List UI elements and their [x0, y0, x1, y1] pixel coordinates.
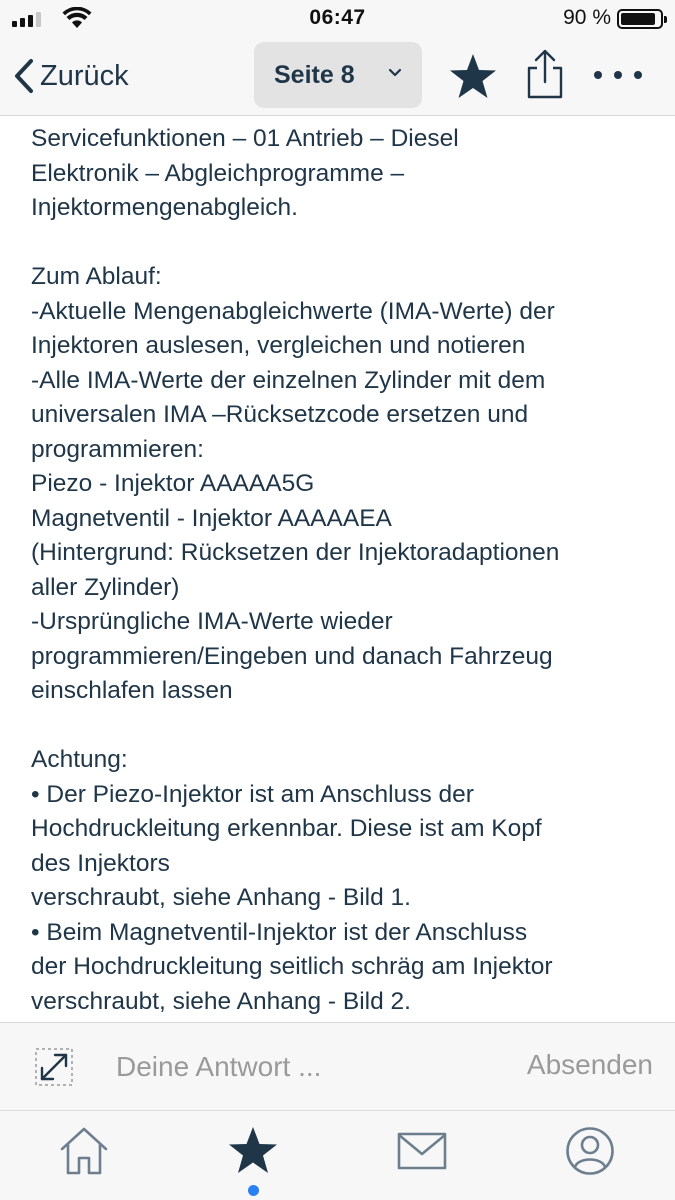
- tab-profile[interactable]: [558, 1125, 622, 1189]
- more-icon[interactable]: [594, 60, 642, 90]
- more-dot: [634, 71, 642, 79]
- message-body: Servicefunktionen – 01 Antrieb – Diesel Elektronik – Abgleichprogramme – Injektormengenabgleich. Zum Ablauf: -Aktuelle Mengenabgleichwerte (IMA-Werte) der Injektoren auslesen, vergleichen und notieren -Alle IMA-Werte der einzelnen Zylinder mit dem universalen IMA –Rücksetzcode ersetzen und programmieren: Piezo - Injektor AAAAA5G Magnetventil - Injektor AAAAAEA (Hintergrund: Rücksetzen der Injektoradaptionen aller Zylinder) -Ursprüngliche IMA-Werte wieder programmieren/Eingeben und danach Fahrzeug einschlafen lassen Achtung: • Der Piezo-Injektor ist am Anschluss der Hochdruckleitung erkennbar. Diese ist am Kopf des Injektors verschraubt, siehe Anhang - Bild 1. • Beim Magnetventil-Injektor ist der Anschluss der Hochdruckleitung seitlich schräg am Injektor verschraubt, siehe Anhang - Bild 2.: [31, 125, 560, 1015]
- page-selector[interactable]: [254, 42, 422, 108]
- status-time: 06:47: [309, 6, 366, 29]
- active-tab-indicator: [248, 1185, 259, 1196]
- status-bar: [0, 0, 675, 38]
- chevron-left-icon: [12, 58, 36, 94]
- home-icon: [58, 1125, 110, 1177]
- expand-icon[interactable]: [34, 1047, 74, 1087]
- reply-input[interactable]: [108, 1043, 488, 1091]
- back-button[interactable]: [12, 54, 129, 98]
- star-icon[interactable]: [448, 52, 498, 100]
- mail-icon: [396, 1125, 448, 1177]
- reply-bar: [0, 1022, 675, 1110]
- more-dot: [594, 71, 602, 79]
- back-label: Zurück: [40, 59, 129, 92]
- profile-icon: [564, 1125, 616, 1177]
- battery-icon: [617, 9, 663, 29]
- page-label: Seite 8: [274, 60, 355, 89]
- more-dot: [614, 71, 622, 79]
- tab-bar: [0, 1110, 675, 1200]
- battery-percent: 90 %: [563, 6, 611, 29]
- send-button[interactable]: Absenden: [526, 1049, 653, 1080]
- tab-home[interactable]: [52, 1125, 116, 1189]
- star-icon: [227, 1125, 279, 1177]
- nav-bar: [0, 38, 675, 116]
- tab-favorites[interactable]: [221, 1125, 285, 1189]
- tab-messages[interactable]: [390, 1125, 454, 1189]
- chevron-down-icon: [388, 68, 402, 78]
- share-icon[interactable]: [523, 48, 567, 100]
- message-content[interactable]: [0, 116, 675, 1022]
